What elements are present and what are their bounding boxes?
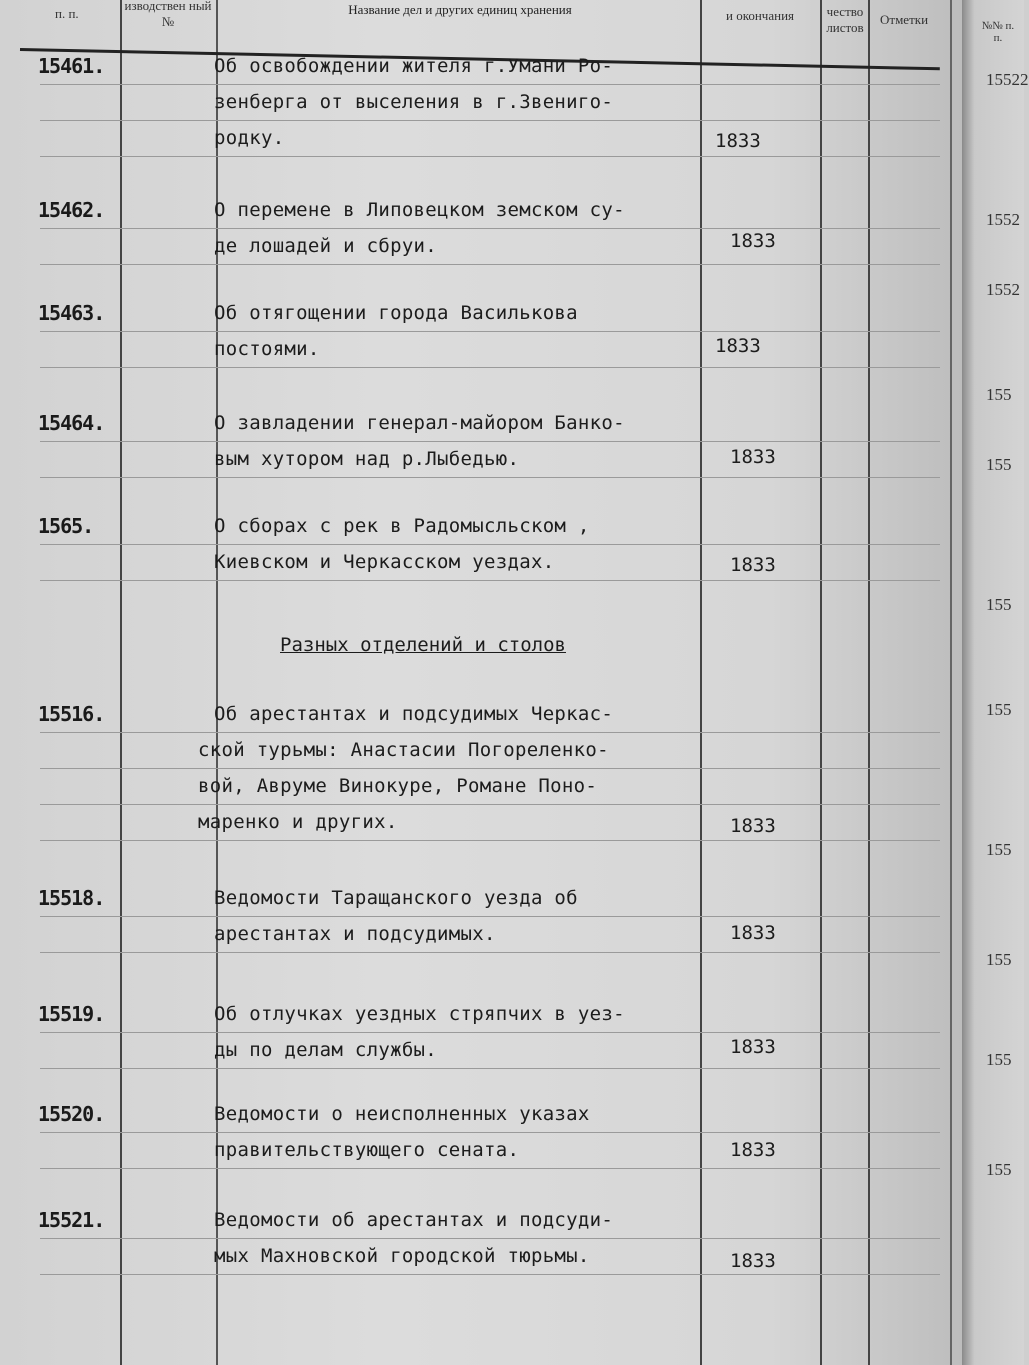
ruled-line bbox=[40, 331, 940, 332]
entry-year: 1833 bbox=[730, 554, 776, 576]
entry-year: 1833 bbox=[730, 230, 776, 252]
header-notes: Отметки bbox=[880, 12, 929, 27]
column-divider bbox=[868, 0, 870, 1365]
ruled-line bbox=[40, 156, 940, 157]
ruled-line bbox=[40, 228, 940, 229]
entry-number: 15519. bbox=[38, 1002, 105, 1026]
entry-year: 1833 bbox=[730, 446, 776, 468]
entry-title-line: де лошадей и сбруи. bbox=[214, 235, 438, 257]
entry-year: 1833 bbox=[730, 1139, 776, 1161]
right-page-number: 155 bbox=[986, 1050, 1012, 1069]
column-divider bbox=[120, 0, 122, 1365]
right-page-number: 155 bbox=[986, 1160, 1012, 1179]
header-end-date: и окончания bbox=[725, 8, 795, 23]
header-title: Название дел и других единиц хранения bbox=[348, 2, 572, 17]
entry-number: 15516. bbox=[38, 702, 105, 726]
ruled-line bbox=[40, 952, 940, 953]
entry-title-line: маренко и других. bbox=[198, 811, 398, 833]
right-page-number: 155 bbox=[986, 595, 1012, 614]
entry-title-line: зенберга от выселения в г.Звениго- bbox=[214, 91, 614, 113]
right-header: №№ п. п. bbox=[981, 20, 1015, 44]
entry-title-line: Ведомости об арестантах и подсуди- bbox=[214, 1209, 614, 1231]
ruled-line bbox=[40, 1274, 940, 1275]
entry-title-line: вым хутором над р.Лыбедью. bbox=[214, 448, 520, 470]
entry-title-line: арестантах и подсудимых. bbox=[214, 923, 496, 945]
entry-title-line: Об отлучках уездных стряпчих в уез- bbox=[214, 1003, 625, 1025]
right-page-number: 155 bbox=[986, 950, 1012, 969]
ruled-line bbox=[40, 840, 940, 841]
entry-title-line: постоями. bbox=[214, 338, 320, 360]
entry-title-line: правительствующего сената. bbox=[214, 1139, 520, 1161]
entry-year: 1833 bbox=[730, 815, 776, 837]
right-page-number: 155 bbox=[986, 700, 1012, 719]
entry-number: 1565. bbox=[38, 514, 94, 538]
ruled-line bbox=[40, 477, 940, 478]
adjacent-page bbox=[962, 0, 1029, 1365]
ruled-line bbox=[40, 1068, 940, 1069]
right-page-number: 1552 bbox=[986, 210, 1020, 229]
ruled-line bbox=[40, 804, 940, 805]
entry-title-line: Ведомости Таращанского уезда об bbox=[214, 887, 578, 909]
entry-title-line: ды по делам службы. bbox=[214, 1039, 438, 1061]
ruled-line bbox=[40, 264, 940, 265]
right-page-number: 155 bbox=[986, 385, 1012, 404]
entry-year: 1833 bbox=[715, 335, 761, 357]
right-page-number: 15522 bbox=[986, 70, 1029, 89]
right-page-number: 155 bbox=[986, 455, 1012, 474]
entry-title-line: мых Махновской городской тюрьмы. bbox=[214, 1245, 590, 1267]
ruled-line bbox=[40, 367, 940, 368]
right-page-number: 155 bbox=[986, 840, 1012, 859]
right-page-number: 1552 bbox=[986, 280, 1020, 299]
header-production-number: изводствен ный № bbox=[124, 0, 212, 29]
entry-title-line: Киевском и Черкасском уездах. bbox=[214, 551, 555, 573]
header-number: п. п. bbox=[55, 6, 79, 21]
section-heading: Разных отделений и столов bbox=[280, 634, 566, 656]
entry-title-line: ской турьмы: Анастасии Погореленко- bbox=[198, 739, 609, 761]
column-divider bbox=[950, 0, 952, 1365]
entry-number: 15464. bbox=[38, 411, 105, 435]
entry-number: 15462. bbox=[38, 198, 105, 222]
entry-title-line: О перемене в Липовецком земском су- bbox=[214, 199, 625, 221]
ruled-line bbox=[40, 580, 940, 581]
entry-year: 1833 bbox=[715, 130, 761, 152]
ruled-line bbox=[40, 1032, 940, 1033]
entry-title-line: вой, Авруме Винокуре, Романе Поно- bbox=[198, 775, 598, 797]
entry-number: 15461. bbox=[38, 54, 105, 78]
header-sheet-count: чество листов bbox=[826, 4, 864, 35]
entry-number: 15520. bbox=[38, 1102, 105, 1126]
entry-year: 1833 bbox=[730, 1036, 776, 1058]
entry-number: 15463. bbox=[38, 301, 105, 325]
ruled-line bbox=[40, 120, 940, 121]
entry-title-line: родку. bbox=[214, 127, 285, 149]
entry-title-line: Об освобождении жителя г.Умани Ро- bbox=[214, 55, 614, 77]
entry-title-line: О завладении генерал-майором Банко- bbox=[214, 412, 625, 434]
entry-title-line: Об арестантах и подсудимых Черкас- bbox=[214, 703, 614, 725]
entry-number: 15521. bbox=[38, 1208, 105, 1232]
ruled-line bbox=[40, 1168, 940, 1169]
entry-title-line: Об отягощении города Василькова bbox=[214, 302, 578, 324]
column-divider bbox=[820, 0, 822, 1365]
entry-title-line: О сборах с рек в Радомысльском , bbox=[214, 515, 590, 537]
entry-year: 1833 bbox=[730, 1250, 776, 1272]
entry-number: 15518. bbox=[38, 886, 105, 910]
entry-title-line: Ведомости о неисполненных указах bbox=[214, 1103, 590, 1125]
column-divider bbox=[700, 0, 702, 1365]
entry-year: 1833 bbox=[730, 922, 776, 944]
